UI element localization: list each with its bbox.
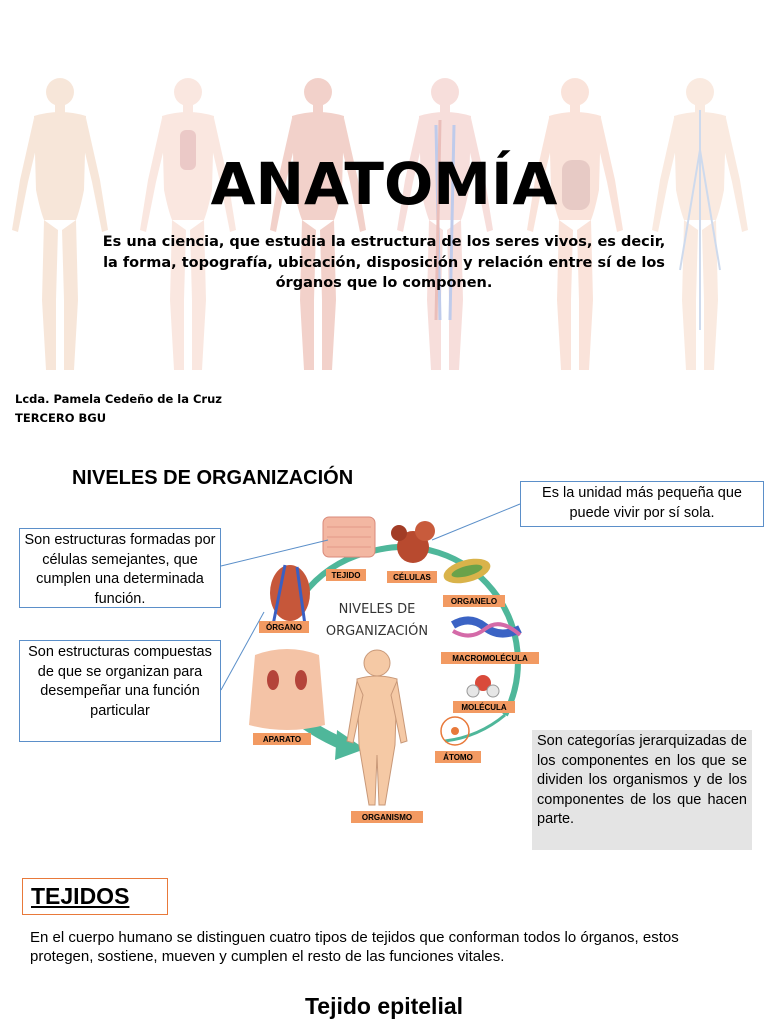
levels-diagram xyxy=(215,505,550,835)
label-atomo: ÁTOMO xyxy=(443,753,473,762)
callout-organo: Son estructuras compuestas de que se organizan para desempeñar una función particular xyxy=(19,640,221,742)
tejido-epitelial-heading: Tejido epitelial xyxy=(304,993,464,1019)
label-aparato: APARATO xyxy=(262,735,302,744)
organism-image xyxy=(347,650,407,805)
label-tejido: TEJIDO xyxy=(331,571,361,580)
callout-categorias: Son categorías jerarquizadas de los componentes en los que se dividen los organismos y de los componentes de los que hacen parte. xyxy=(532,730,752,850)
niveles-heading: NIVELES DE ORGANIZACIÓN xyxy=(72,467,354,489)
figure-respiratory xyxy=(140,78,236,370)
tejidos-paragraph: En el cuerpo humano se distinguen cuatro tipos de tejidos que conforman todos lo órganos, estos protegen, sostiene, mueven y cumplen el resto de las funciones vitales. xyxy=(30,929,679,965)
diagram-title-line2: ORGANIZACIÓN xyxy=(325,624,429,639)
callout-unidad: Es la unidad más pequeña que puede vivir por sí sola. xyxy=(520,481,764,527)
human-bodies-illustration xyxy=(0,70,768,390)
diagram-title-line1: NIVELES DE xyxy=(338,602,416,617)
figure-muscular xyxy=(270,78,366,370)
figure-digestive xyxy=(527,78,623,370)
figure-circulatory xyxy=(397,78,493,370)
label-organo: ÓRGANO xyxy=(266,623,302,632)
label-macromolecula: MACROMOLÉCULA xyxy=(452,654,528,663)
author-name: Lcda. Pamela Cedeño de la Cruz xyxy=(15,392,222,406)
figure-skeleton xyxy=(12,78,108,370)
header-banner xyxy=(0,0,768,440)
label-celulas: CÉLULAS xyxy=(393,573,431,582)
label-molecula: MOLÉCULA xyxy=(461,703,507,712)
page-description: Es una ciencia, que estudia la estructura de los seres vivos, es decir, la forma, topografía, ubicación, disposición y relación entre sí de los órganos que lo componen. xyxy=(102,234,666,291)
tejidos-heading: TEJIDOS xyxy=(22,878,168,915)
author-block xyxy=(15,390,222,428)
label-organismo: ORGANISMO xyxy=(361,813,413,822)
course-name: TERCERO BGU xyxy=(15,411,107,425)
callout-tejido: Son estructuras formadas por células semejantes, que cumplen una determinada función. xyxy=(19,528,221,608)
apparatus-image xyxy=(249,649,325,730)
page-title: ANATOMÍA xyxy=(210,150,558,218)
label-organelo: ORGANELO xyxy=(450,597,498,606)
